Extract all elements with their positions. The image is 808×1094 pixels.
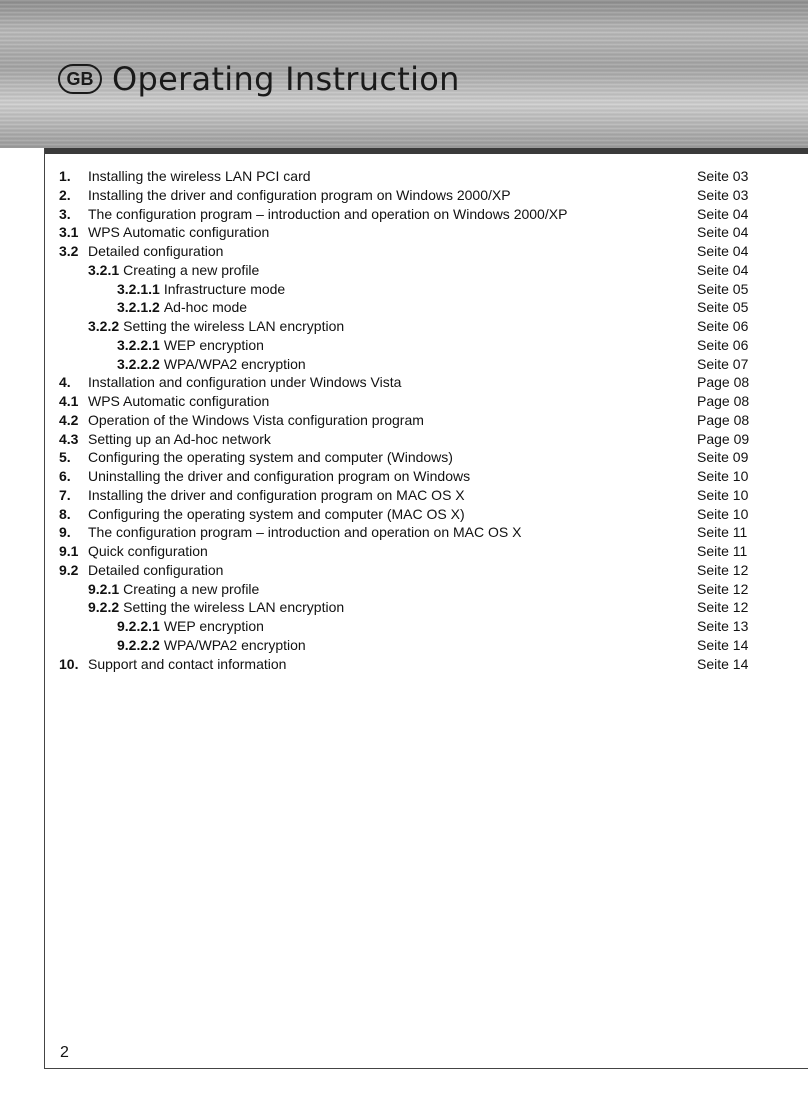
toc-entry-title: Quick configuration <box>88 543 208 559</box>
toc-entry-number: 4. <box>59 374 71 391</box>
toc-entry-number: 9.2.1 <box>88 580 120 597</box>
toc-entry-title: Setting the wireless LAN encryption <box>123 599 345 616</box>
header-banner <box>0 0 808 148</box>
left-margin-rule <box>44 148 45 1068</box>
toc-entry-page: Page 08 <box>697 374 750 391</box>
page-title: Operating Instruction <box>112 60 460 98</box>
toc-entry <box>59 637 749 656</box>
toc-entry-number: 4.3 <box>59 430 79 447</box>
toc-entry-page: Seite 14 <box>697 655 749 672</box>
toc-entry-page: Seite 04 <box>697 224 749 241</box>
toc-entry-page: Seite 11 <box>697 524 748 541</box>
toc-entry-title: Detailed configuration <box>88 243 224 259</box>
toc-entry-page: Seite 09 <box>697 449 749 466</box>
toc-entry-page: Page 08 <box>697 393 750 409</box>
toc-entry <box>59 337 749 356</box>
toc-entry-title: Installing the driver and configuration program on Windows 2000/XP <box>88 186 511 203</box>
toc-entry-title: Creating a new profile <box>123 261 260 278</box>
toc-entry-title: WEP encryption <box>163 336 264 353</box>
toc-entry-page: Seite 10 <box>697 486 749 503</box>
toc-entry-page: Seite 12 <box>697 599 749 616</box>
bottom-rule <box>44 1068 808 1069</box>
toc-entry-page: Page 08 <box>697 411 750 428</box>
toc-entry-title: Creating a new profile <box>123 580 260 597</box>
toc-entry <box>59 206 749 225</box>
toc-entry-number: 4.1 <box>59 393 79 409</box>
toc-entry <box>59 262 749 281</box>
toc-entry-number: 9.2.2 <box>88 599 120 616</box>
toc-entry-page: Seite 07 <box>697 355 749 372</box>
toc-entry-number: 5. <box>59 449 71 466</box>
toc-entry-title: The configuration program – introduction and operation on MAC OS X <box>88 524 522 541</box>
toc-entry-page: Seite 06 <box>697 318 749 334</box>
toc-entry <box>59 393 749 412</box>
toc-entry-title: Ad-hoc mode <box>163 299 248 316</box>
toc-entry <box>59 487 749 506</box>
toc-entry-number: 3. <box>59 205 71 222</box>
toc-entry-number: 3.2 <box>59 243 79 259</box>
toc-entry-title: Operation of the Windows Vista configuration program <box>88 411 424 428</box>
toc-entry <box>59 374 749 393</box>
toc-entry-title: WPA/WPA2 encryption <box>163 355 306 372</box>
toc-entry-title: Infrastructure mode <box>163 280 286 297</box>
toc-entry-title: WPA/WPA2 encryption <box>163 636 306 653</box>
toc-entry-number: 3.2.2.1 <box>117 336 160 353</box>
toc-entry-page: Seite 03 <box>697 186 749 203</box>
toc-entry-number: 10. <box>59 655 79 672</box>
toc-entry-title: WPS Automatic configuration <box>88 393 270 409</box>
toc-entry-number: 1. <box>59 168 71 184</box>
toc-entry <box>59 599 749 618</box>
toc-entry-title: Setting up an Ad-hoc network <box>88 430 271 447</box>
toc-entry-page: Page 09 <box>697 430 750 447</box>
toc-entry-page: Seite 12 <box>697 580 749 597</box>
toc-entry-page: Seite 04 <box>697 243 749 259</box>
toc-entry-page: Seite 10 <box>697 468 749 484</box>
toc-entry-number: 8. <box>59 505 71 522</box>
toc-entry-page: Seite 04 <box>697 261 749 278</box>
toc-entry-title: WEP encryption <box>163 618 264 634</box>
toc-entry-title: Installing the wireless LAN PCI card <box>88 168 311 184</box>
toc-entry-number: 3.1 <box>59 224 79 241</box>
language-badge: GB <box>58 64 102 94</box>
toc-entry <box>59 356 749 375</box>
toc-entry <box>59 562 749 581</box>
page-number: 2 <box>60 1044 69 1061</box>
toc-entry-page: Seite 05 <box>697 299 749 316</box>
toc-entry <box>59 318 749 337</box>
toc-entry-title: Configuring the operating system and computer (Windows) <box>88 449 453 466</box>
toc-entry-title: Uninstalling the driver and configuration program on Windows <box>88 468 471 484</box>
toc-entry-title: Installing the driver and configuration program on MAC OS X <box>88 486 465 503</box>
toc-entry-number: 6. <box>59 468 71 484</box>
toc-entry-page: Seite 14 <box>697 636 749 653</box>
toc-entry <box>59 449 749 468</box>
toc-entry-number: 3.2.1.1 <box>117 280 160 297</box>
toc-entry <box>59 656 749 675</box>
table-of-contents <box>59 168 749 674</box>
toc-entry-number: 3.2.1 <box>88 261 120 278</box>
toc-entry-number: 9.2.2.1 <box>117 618 160 634</box>
toc-entry-page: Seite 11 <box>697 543 748 559</box>
toc-entry-number: 3.2.2 <box>88 318 120 334</box>
header-divider <box>44 148 808 154</box>
toc-entry <box>59 618 749 637</box>
toc-entry <box>59 431 749 450</box>
toc-entry <box>59 543 749 562</box>
toc-entry-page: Seite 10 <box>697 505 749 522</box>
toc-entry-number: 9.2.2.2 <box>117 636 160 653</box>
toc-entry <box>59 412 749 431</box>
toc-entry <box>59 281 749 300</box>
toc-entry-page: Seite 13 <box>697 618 749 634</box>
toc-entry <box>59 468 749 487</box>
toc-entry-title: Configuring the operating system and computer (MAC OS X) <box>88 505 465 522</box>
toc-entry-number: 4.2 <box>59 411 79 428</box>
toc-entry-title: WPS Automatic configuration <box>88 224 270 241</box>
toc-entry-page: Seite 03 <box>697 168 749 184</box>
toc-entry <box>59 243 749 262</box>
toc-entry <box>59 299 749 318</box>
toc-entry <box>59 581 749 600</box>
toc-entry-number: 9.2 <box>59 561 79 578</box>
toc-entry-title: The configuration program – introduction and operation on Windows 2000/XP <box>88 205 568 222</box>
toc-entry-title: Support and contact information <box>88 655 287 672</box>
toc-entry-number: 7. <box>59 486 71 503</box>
toc-entry-page: Seite 04 <box>697 205 749 222</box>
toc-entry-number: 9.1 <box>59 543 79 559</box>
toc-entry-number: 3.2.1.2 <box>117 299 160 316</box>
toc-entry-title: Setting the wireless LAN encryption <box>123 318 345 334</box>
toc-entry-number: 3.2.2.2 <box>117 355 160 372</box>
toc-entry-page: Seite 06 <box>697 336 749 353</box>
toc-entry <box>59 506 749 525</box>
toc-entry-page: Seite 12 <box>697 561 749 578</box>
toc-entry <box>59 168 749 187</box>
header-title-group <box>58 60 460 98</box>
toc-entry-number: 2. <box>59 186 71 203</box>
toc-entry-page: Seite 05 <box>697 280 749 297</box>
toc-entry-title: Installation and configuration under Windows Vista <box>88 374 402 391</box>
toc-entry-title: Detailed configuration <box>88 561 224 578</box>
toc-entry-number: 9. <box>59 524 71 541</box>
toc-entry <box>59 187 749 206</box>
toc-entry <box>59 524 749 543</box>
toc-entry <box>59 224 749 243</box>
